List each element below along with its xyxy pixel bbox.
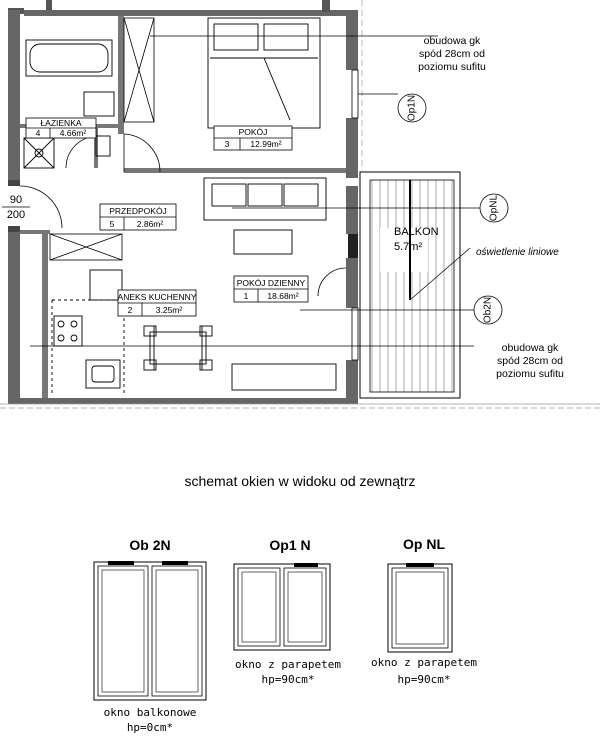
room-no-pokoj: 3 [224,139,230,149]
note-top-1: obudowa gk [423,35,481,47]
note-lighting: oświetlenie liniowe [476,247,559,258]
window-opnl [371,536,477,686]
room-no-przedpokoj: 5 [109,219,115,229]
door-height: 200 [6,209,26,221]
window-label-op1n: Op1 N [269,537,311,553]
tag-op1n: Op1N [406,94,418,122]
coffee-table [234,230,292,254]
balcony-name: BALKON [394,226,439,238]
tag-opnl: OpNL [488,194,500,222]
room-area-lazienka: 4.66m² [59,128,87,138]
entry-wardrobe [50,234,122,260]
window-caption2-ob2n: hp=0cm* [126,721,174,734]
note-bottom-2: spód 28cm od [497,355,563,367]
balcony [360,172,460,398]
doors [20,134,346,296]
note-top-3: poziomu sufitu [418,61,486,73]
tag-ob2n: Ob2N [482,296,494,324]
window-label-opnl: Op NL [403,536,445,552]
window-ob2n [94,537,206,734]
kitchen-units [52,270,124,396]
door-width: 90 [9,194,23,206]
room-area-pokoj: 12.99m² [250,139,282,149]
bed [208,18,320,128]
room-area-aneks: 3.25m² [155,305,183,315]
tv-unit [232,364,336,390]
wardrobe [124,18,154,122]
room-name-aneks: ANEKS KUCHENNY [117,292,197,302]
balcony-area: 5.7m² [394,241,423,253]
window-caption1-op1n: okno z parapetem [235,658,341,671]
window-caption2-opnl: hp=90cm* [397,673,451,686]
sofa [204,178,326,220]
room-name-pokoj: POKÓJ [238,127,268,137]
room-name-przedpokoj: PRZEDPOKÓJ [109,206,167,216]
room-area-dzienny: 18.68m² [267,291,299,301]
window-op1n [234,537,341,686]
window-caption1-ob2n: okno balkonowe [103,706,197,719]
room-no-dzienny: 1 [243,291,249,301]
room-area-przedpokoj: 2.86m² [136,219,164,229]
room-name-lazienka: ŁAZIENKA [40,118,82,128]
room-no-aneks: 2 [127,305,133,315]
window-caption1-opnl: okno z parapetem [371,656,477,669]
dining-table [144,326,212,370]
room-no-lazienka: 4 [35,128,41,138]
plan-walls [8,0,358,404]
bathroom-fixtures [24,40,114,168]
note-bottom-3: poziomu sufitu [496,368,564,380]
window-label-ob2n: Ob 2N [129,537,171,553]
schema-title: schemat okien w widoku od zewnątrz [184,473,416,489]
room-name-dzienny: POKÓJ DZIENNY [236,278,306,288]
window-caption2-op1n: hp=90cm* [261,673,315,686]
note-bottom-1: obudowa gk [501,342,559,354]
note-top-2: spód 28cm od [419,48,485,60]
